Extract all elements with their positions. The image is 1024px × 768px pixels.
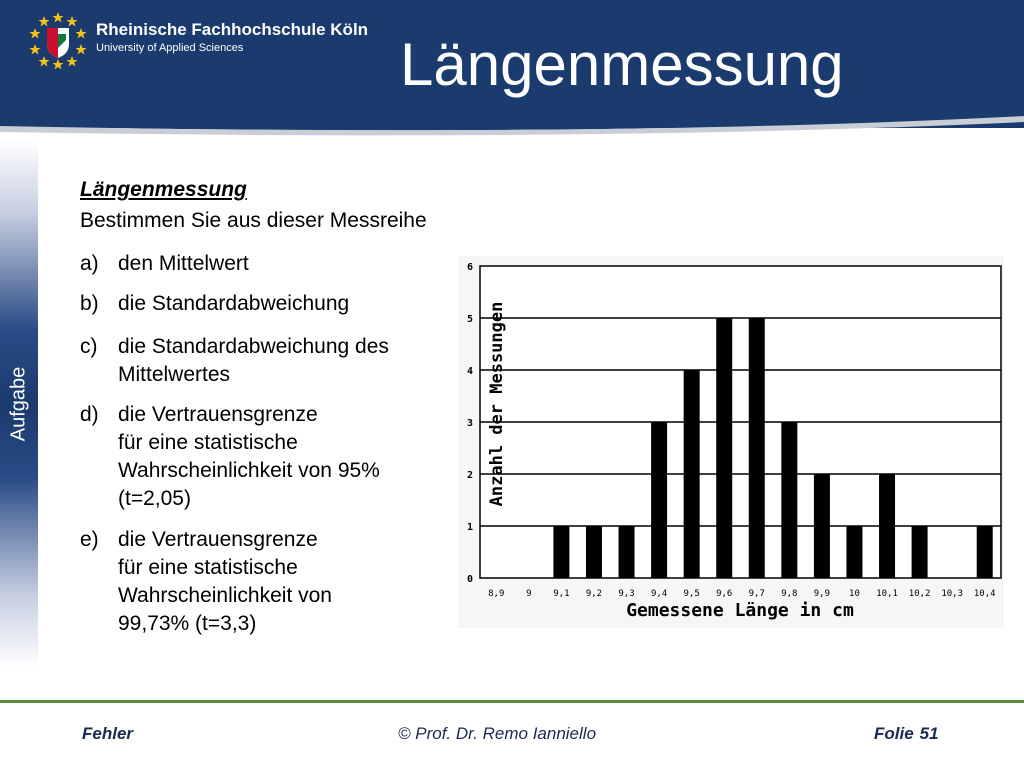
slide-title: Längenmessung	[400, 31, 844, 98]
x-tick-label: 8,9	[488, 589, 505, 599]
y-tick-label: 6	[466, 262, 474, 273]
y-tick-label: 2	[466, 470, 474, 481]
y-tick-label: 1	[466, 522, 474, 533]
task-intro: Bestimmen Sie aus dieser Messreihe	[80, 209, 427, 232]
x-tick-label: 9,6	[716, 589, 733, 599]
task-text: die Standardabweichung	[118, 292, 350, 315]
y-tick-label: 0	[466, 574, 474, 585]
task-text: den Mittelwert	[118, 252, 249, 275]
x-tick-label: 10,4	[973, 589, 996, 599]
task-item	[80, 290, 349, 318]
x-tick-label: 10,2	[908, 589, 931, 599]
task-item	[80, 250, 249, 278]
x-tick-label: 9,8	[781, 589, 798, 599]
bar	[684, 370, 700, 578]
institution-name: Rheinische Fachhochschule Köln	[96, 20, 369, 39]
histogram-svg	[458, 256, 1004, 628]
bar	[879, 474, 895, 578]
y-tick-label: 4	[466, 366, 474, 377]
y-tick-label: 3	[466, 418, 474, 429]
task-letter: c)	[80, 335, 98, 358]
x-tick-label: 9,7	[748, 589, 765, 599]
task-text: die Standardabweichung des Mittelwertes	[118, 335, 389, 386]
bar	[619, 526, 635, 578]
x-tick-label: 9,9	[813, 589, 831, 599]
x-tick-label: 9,5	[683, 589, 700, 599]
x-tick-label: 9,2	[585, 589, 603, 599]
bar	[586, 526, 602, 578]
header-bar	[0, 0, 1024, 128]
task-text: die Vertrauensgrenze für eine statistische Wahrscheinlichkeit von 95% (t=2,05)	[118, 403, 380, 510]
footer-page-number: 51	[919, 724, 939, 743]
rfh-logo-icon	[28, 10, 88, 70]
x-tick-label: 9,3	[618, 589, 635, 599]
footer-author: © Prof. Dr. Remo Ianniello	[398, 724, 597, 743]
x-tick-label: 9	[526, 589, 532, 599]
task-item	[80, 401, 380, 513]
footer-topic: Fehler	[82, 724, 134, 743]
task-heading: Längenmessung	[80, 178, 247, 201]
task-letter: e)	[80, 528, 99, 551]
bar	[716, 318, 732, 578]
x-tick-label: 10	[849, 589, 860, 599]
task-item	[80, 526, 332, 638]
bar	[781, 422, 797, 578]
bar	[553, 526, 569, 578]
y-tick-label: 5	[466, 314, 474, 325]
bar	[749, 318, 765, 578]
task-letter: b)	[80, 292, 99, 315]
footer-page	[874, 724, 945, 744]
bar	[651, 422, 667, 578]
task-letter: d)	[80, 403, 99, 426]
task-item	[80, 333, 389, 389]
bar	[977, 526, 993, 578]
header-swoosh	[0, 112, 1024, 138]
bar	[814, 474, 830, 578]
task-letter: a)	[80, 252, 99, 275]
histogram-chart	[458, 256, 1004, 628]
x-tick-label: 10,1	[876, 589, 898, 599]
bar	[846, 526, 862, 578]
task-text: die Vertrauensgrenze für eine statistische Wahrscheinlichkeit von 99,73% (t=3,3)	[118, 528, 332, 635]
y-axis-title: Anzahl der Messungen	[487, 301, 507, 507]
x-axis-title: Gemessene Länge in cm	[626, 600, 854, 621]
bar	[912, 526, 928, 578]
sidebar-label: Aufgabe	[7, 366, 30, 442]
footer-divider	[0, 700, 1024, 703]
institution-subtitle: University of Applied Sciences	[96, 42, 244, 54]
x-tick-label: 9,1	[553, 589, 570, 599]
footer-page-label: Folie	[874, 724, 914, 743]
x-tick-label: 9,4	[650, 589, 668, 599]
x-tick-label: 10,3	[941, 589, 963, 599]
